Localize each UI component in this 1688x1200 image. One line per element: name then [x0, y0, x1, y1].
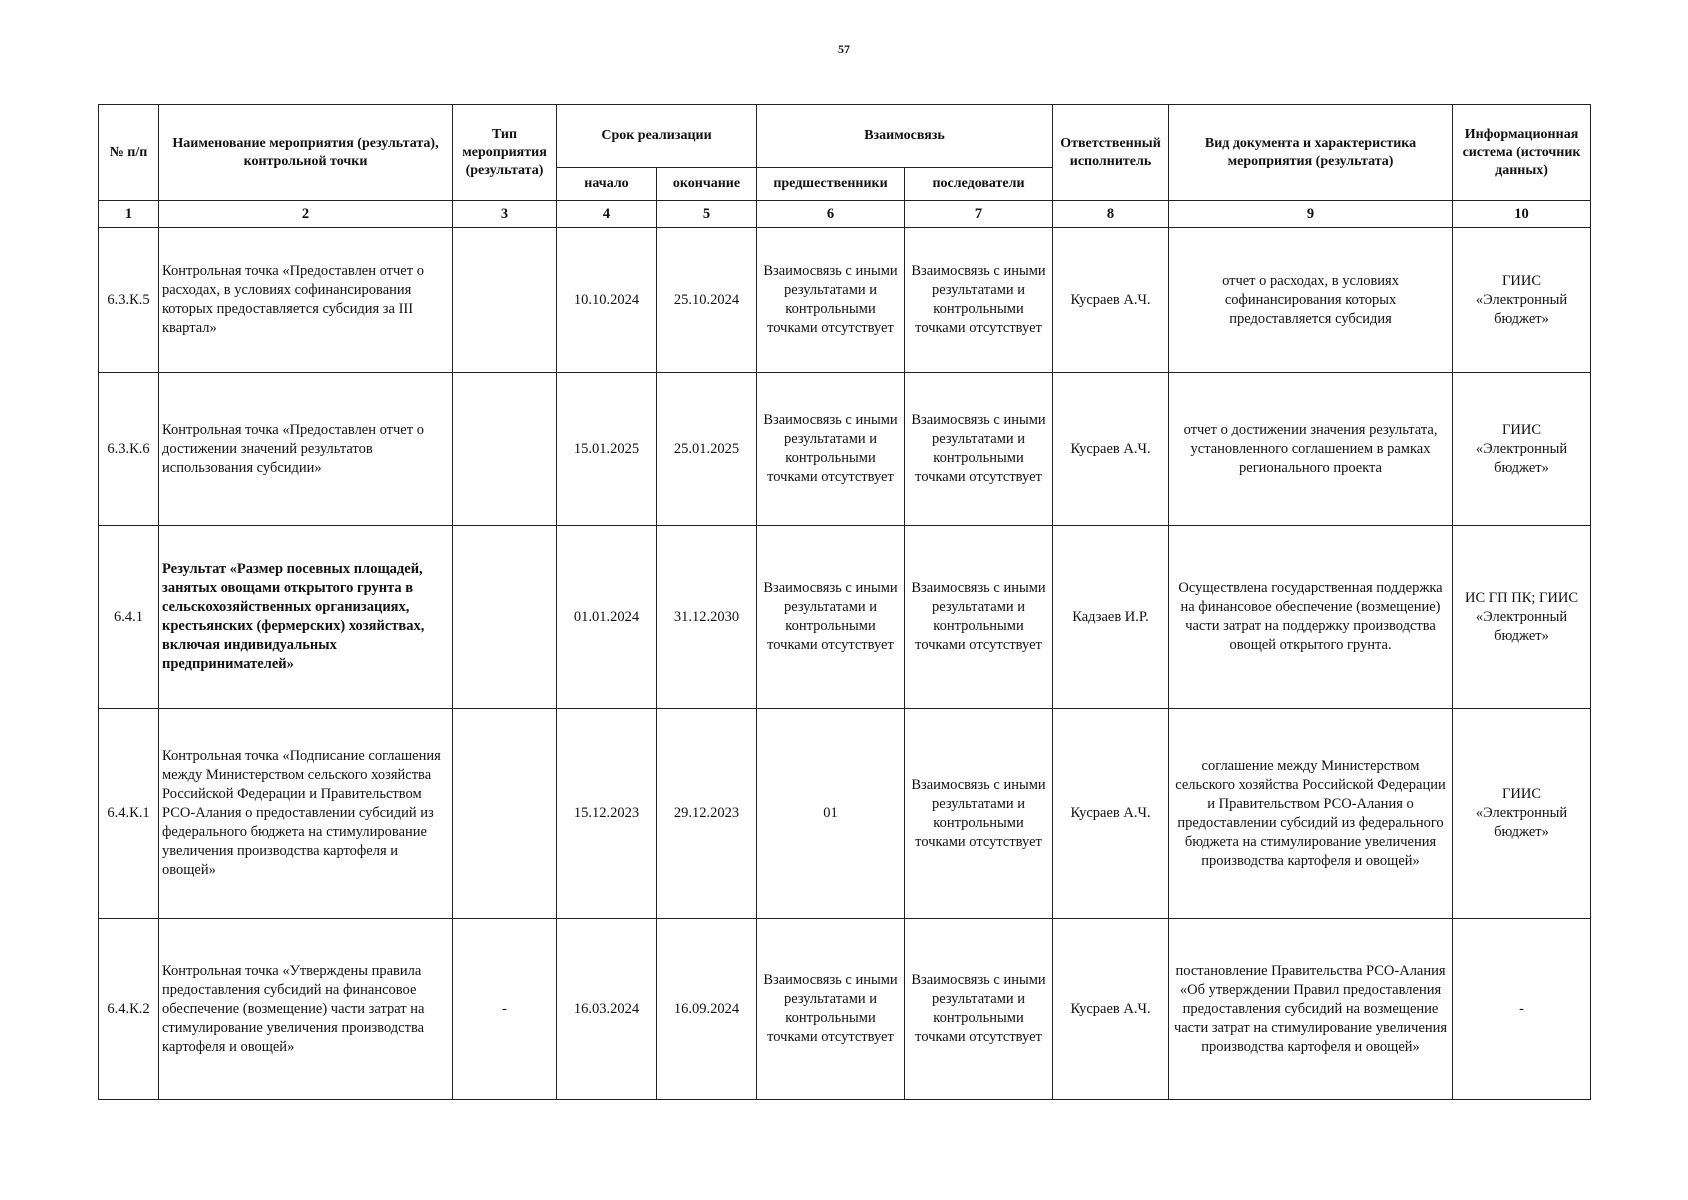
row-predecessors: 01 — [757, 709, 905, 919]
row-end: 25.10.2024 — [657, 228, 757, 373]
col-number: 8 — [1053, 201, 1169, 228]
row-num: 6.3.К.6 — [99, 373, 159, 526]
row-predecessors: Взаимосвязь с иными результатами и контрольными точками отсутствует — [757, 919, 905, 1100]
row-responsible: Кусраев А.Ч. — [1053, 919, 1169, 1100]
header-doc: Вид документа и характеристика мероприятия (результата) — [1169, 105, 1453, 201]
row-start: 01.01.2024 — [557, 526, 657, 709]
col-number: 6 — [757, 201, 905, 228]
row-responsible: Кадзаев И.Р. — [1053, 526, 1169, 709]
row-predecessors: Взаимосвязь с иными результатами и контрольными точками отсутствует — [757, 228, 905, 373]
row-responsible: Кусраев А.Ч. — [1053, 373, 1169, 526]
row-successors: Взаимосвязь с иными результатами и контрольными точками отсутствует — [905, 709, 1053, 919]
page-number: 57 — [838, 42, 850, 56]
row-doc: отчет о расходах, в условиях софинансирования которых предоставляется субсидия — [1169, 228, 1453, 373]
row-end: 25.01.2025 — [657, 373, 757, 526]
row-num: 6.4.К.1 — [99, 709, 159, 919]
row-successors: Взаимосвязь с иными результатами и контрольными точками отсутствует — [905, 526, 1053, 709]
col-number: 9 — [1169, 201, 1453, 228]
table-row — [99, 919, 1591, 1100]
row-type — [453, 709, 557, 919]
header-system: Информационная система (источник данных) — [1453, 105, 1591, 201]
col-number: 5 — [657, 201, 757, 228]
row-type — [453, 373, 557, 526]
row-predecessors: Взаимосвязь с иными результатами и контрольными точками отсутствует — [757, 526, 905, 709]
row-responsible: Кусраев А.Ч. — [1053, 228, 1169, 373]
header-end: окончание — [657, 168, 757, 201]
header-period: Срок реализации — [557, 105, 757, 168]
row-system: ГИИС «Электронный бюджет» — [1453, 373, 1591, 526]
header-responsible: Ответственный исполнитель — [1053, 105, 1169, 201]
header-row — [99, 105, 1591, 168]
row-successors: Взаимосвязь с иными результатами и контрольными точками отсутствует — [905, 919, 1053, 1100]
header-relation: Взаимосвязь — [757, 105, 1053, 168]
row-end: 16.09.2024 — [657, 919, 757, 1100]
row-successors: Взаимосвязь с иными результатами и контрольными точками отсутствует — [905, 228, 1053, 373]
table-row — [99, 709, 1591, 919]
header-name: Наименование мероприятия (результата), контрольной точки — [159, 105, 453, 201]
table-row — [99, 228, 1591, 373]
row-system: ИС ГП ПК; ГИИС «Электронный бюджет» — [1453, 526, 1591, 709]
row-system: - — [1453, 919, 1591, 1100]
header-type: Тип мероприятия (результата) — [453, 105, 557, 201]
col-number: 4 — [557, 201, 657, 228]
header-num: № п/п — [99, 105, 159, 201]
row-name: Результат «Размер посевных площадей, занятых овощами открытого грунта в сельскохозяйственных организациях, крестьянских (фермерских) хозяйствах, включая индивидуальных предпринимателей» — [159, 526, 453, 709]
row-type — [453, 228, 557, 373]
table-row — [99, 526, 1591, 709]
row-num: 6.3.К.5 — [99, 228, 159, 373]
col-number: 2 — [159, 201, 453, 228]
row-system: ГИИС «Электронный бюджет» — [1453, 228, 1591, 373]
col-number: 10 — [1453, 201, 1591, 228]
row-name: Контрольная точка «Подписание соглашения между Министерством сельского хозяйства Российской Федерации и Правительством РСО-Алания о предоставлении субсидий из федерального бюджета на стимулирование увеличения производства картофеля и овощей» — [159, 709, 453, 919]
row-doc: постановление Правительства РСО-Алания «Об утверждении Правил предоставления предоставления субсидий на возмещение части затрат на стимулирование увеличения производства картофеля и овощей» — [1169, 919, 1453, 1100]
row-start: 15.12.2023 — [557, 709, 657, 919]
row-end: 31.12.2030 — [657, 526, 757, 709]
table-row — [99, 373, 1591, 526]
row-name: Контрольная точка «Предоставлен отчет о достижении значений результатов использования субсидии» — [159, 373, 453, 526]
row-name: Контрольная точка «Утверждены правила предоставления субсидий на финансовое обеспечение (возмещение) части затрат на стимулирование увеличения производства картофеля и овощей» — [159, 919, 453, 1100]
row-name: Контрольная точка «Предоставлен отчет о расходах, в условиях софинансирования которых предоставляется субсидия за III квартал» — [159, 228, 453, 373]
row-doc: Осуществлена государственная поддержка на финансовое обеспечение (возмещение) части затрат на поддержку производства овощей открытого грунта. — [1169, 526, 1453, 709]
row-predecessors: Взаимосвязь с иными результатами и контрольными точками отсутствует — [757, 373, 905, 526]
row-num: 6.4.1 — [99, 526, 159, 709]
row-doc: соглашение между Министерством сельского хозяйства Российской Федерации и Правительством РСО-Алания о предоставлении субсидий из федерального бюджета на стимулирование увеличения производства картофеля и овощей» — [1169, 709, 1453, 919]
col-number: 1 — [99, 201, 159, 228]
header-start: начало — [557, 168, 657, 201]
col-number: 3 — [453, 201, 557, 228]
col-number: 7 — [905, 201, 1053, 228]
row-start: 16.03.2024 — [557, 919, 657, 1100]
row-end: 29.12.2023 — [657, 709, 757, 919]
row-num: 6.4.К.2 — [99, 919, 159, 1100]
plan-table — [98, 104, 1591, 1100]
row-doc: отчет о достижении значения результата, установленного соглашением в рамках регионального проекта — [1169, 373, 1453, 526]
row-system: ГИИС «Электронный бюджет» — [1453, 709, 1591, 919]
row-type: - — [453, 919, 557, 1100]
header-successors: последователи — [905, 168, 1053, 201]
row-responsible: Кусраев А.Ч. — [1053, 709, 1169, 919]
row-start: 15.01.2025 — [557, 373, 657, 526]
row-type — [453, 526, 557, 709]
row-successors: Взаимосвязь с иными результатами и контрольными точками отсутствует — [905, 373, 1053, 526]
header-predecessors: предшественники — [757, 168, 905, 201]
column-numbers-row — [99, 201, 1591, 228]
row-start: 10.10.2024 — [557, 228, 657, 373]
